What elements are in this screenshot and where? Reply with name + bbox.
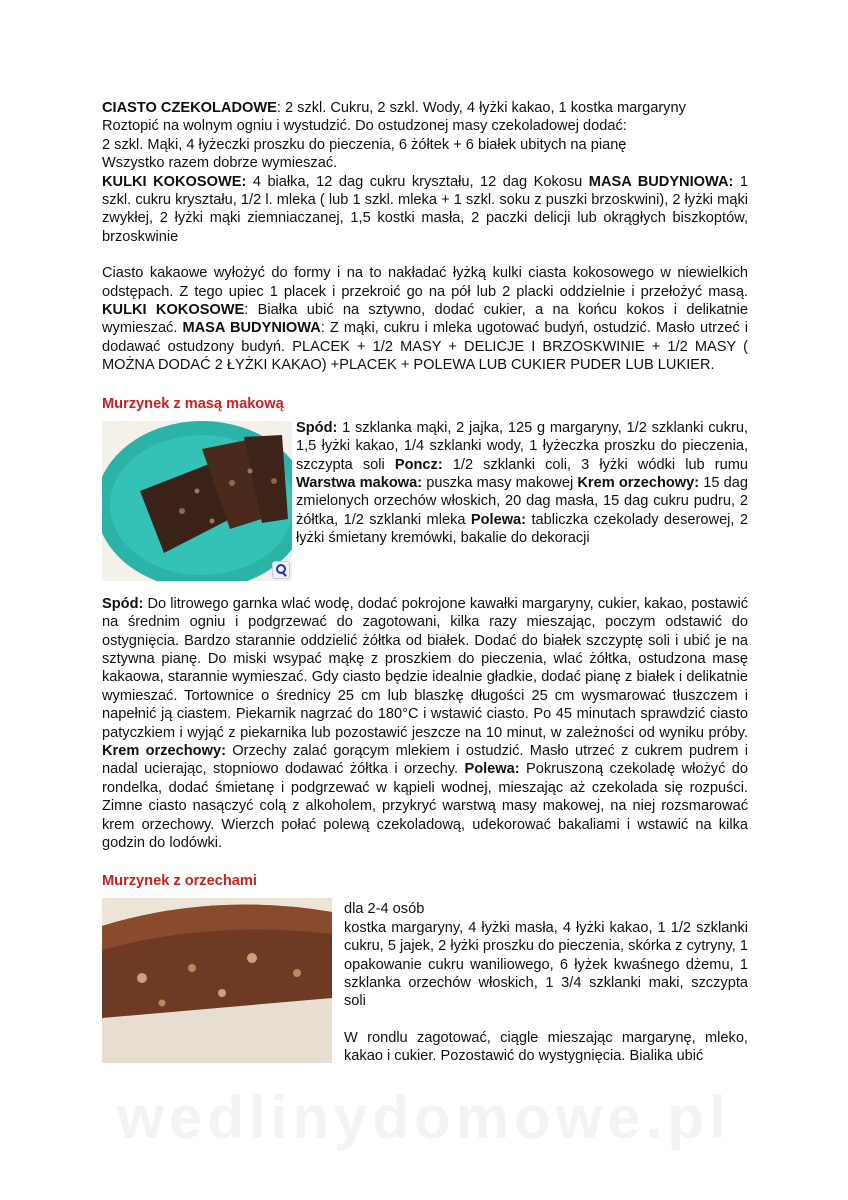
cake-photo-walnut bbox=[102, 898, 332, 1063]
recipe3-ingredients: kostka margaryny, 4 łyżki masła, 4 łyżki kakao, 1 1/2 szklanki cukru, 5 jajek, 2 łyżki proszku do pieczenia, skórka z cytryny, 1 opakowanie cukru waniliowego, 6 łyżek kwaśnego dżemu, 1 szklanka orzechów włoskich, 1 3/4 szklanki maki, szczypta soli bbox=[344, 919, 748, 1010]
recipe-page bbox=[102, 99, 748, 1066]
intro-method: Ciasto kakaowe wyłożyć do formy i na to nakładać łyżką kulki ciasta kokosowego w niewielkich odstępach. Z tego upiec 1 placek i przekroić go na pół lub 2 placki oddzielnie i przełożyć masą. KULKI KOKOSOWE: Białka ubić na sztywno, dodać cukier, a na końcu kokos i delikatnie wymieszać. MASA BUDYNIOWA: Z mąki, cukru i mleka ugotować budyń, ostudzić. Masło utrzeć i dodawać ostudzony budyń. PLACEK + 1/2 MASY + DELICJE I BRZOSKWINIE + 1/2 MASY ( MOŻNA DODAĆ 2 ŁYŻKI KAKAO) +PLACEK + POLEWA LUB CUKIER PUDER LUB LUKIER. bbox=[102, 265, 749, 374]
watermark: wedlinydomowe.pl bbox=[117, 1084, 731, 1151]
intro-line-1: CIASTO CZEKOLADOWE: 2 szkl. Cukru, 2 szkl. Wody, 4 łyżki kakao, 1 kostka margaryny bbox=[102, 100, 686, 116]
intro-line-4: Wszystko razem dobrze wymieszać. bbox=[102, 155, 338, 172]
walnut-cake-illustration bbox=[102, 898, 332, 1063]
cake-slices-illustration bbox=[102, 421, 292, 581]
intro-ingredients: KULKI KOKOSOWE: 4 białka, 12 dag cukru kryształu, 12 dag Kokosu MASA BUDYNIOWA: 1 szkl. cukru kryształu, 1/2 l. mleka ( lub 1 szkl. mleka + 1 szkl. soku z puszki brzoskwini), 2 łyżki mąki zwykłej, 2 łyżki mąki ziemniaczanej, 1,5 kostki masła, 2 paczki delicji lub okrągłych biszkoptów, brzoskwinie bbox=[102, 173, 748, 245]
cake-photo-poppy bbox=[102, 421, 292, 581]
intro-line-3: 2 szkl. Mąki, 4 łyżeczki proszku do pieczenia, 6 żółtek + 6 białek ubitych na pianę bbox=[102, 136, 627, 153]
recipe2-ingredients: Spód: 1 szklanka mąki, 2 jajka, 125 g margaryny, 1/2 szklanki cukru, 1,5 łyżki kakao, 1/4 szklanki wody, 1 łyżeczka proszku do pieczenia, szczypta soli Poncz: 1/2 szklanki coli, 3 łyżki wódki lub rumu Warstwa makowa: puszka masy makowej Krem orzechowy: 15 dag zmielonych orzechów włoskich, 20 dag masła, 15 dag cukru pudru, 2 żółtka, 1/2 szklanki mleka Polewa: tabliczka czekolady deserowej, 2 łyżki śmietany kremówki, bakalie do dekoracji bbox=[296, 419, 749, 547]
recipe-title-murzynek-orzechy: Murzynek z orzechami bbox=[102, 873, 257, 890]
magnifier-icon[interactable] bbox=[272, 561, 290, 579]
recipe-title-murzynek-makowa: Murzynek z masą makową bbox=[102, 395, 284, 412]
intro-line-2: Roztopić na wolnym ogniu i wystudzić. Do ostudzonej masy czekoladowej dodać: bbox=[102, 118, 627, 135]
recipe3-preparation: W rondlu zagotować, ciągle mieszając margarynę, mleko, kakao i cukier. Pozostawić do wystygnięcia. Bialika ubić bbox=[344, 1029, 748, 1065]
recipe3-servings: dla 2-4 osób bbox=[344, 901, 425, 918]
recipe2-preparation: Spód: Do litrowego garnka wlać wodę, dodać pokrojone kawałki margaryny, cukier, kakao, postawić na średnim ogniu i podgrzewać do zagotowani, kilka razy mieszając, poczym odstawić do ostygnięcia. Bardzo starannie oddzielić żółtka od białek. Dodać do białek szczyptę soli i ubić je na sztywna pianę. Do miski wsypać mąkę z proszkiem do pieczenia, wlać żółtka, ostudzona masę kakaowa, starannie wymieszać. Gdy ciasto będzie idealnie gładkie, dodać pianę z białek i delikatnie wymieszać. Tortownice o średnicy 25 cm lub blaszkę długości 25 cm wysmarować tłuszczem i napełnić ją ciastem. Piekarnik nagrzać do 180°C i wstawić ciasto. Po 45 minutach sprawdzić ciasto patyczkiem i wyjąć z piekarnika lub pozostawić jeszcze na 10 minut, w zależności od wyniku próby. Krem orzechowy: Orzechy zalać gorącym mlekiem i ostudzić. Masło utrzeć z cukrem pudrem i nadal ucierając, stopniowo dodawać żółtka i orzechy. Polewa: Pokruszoną czekoladę włożyć do rondelka, dodać śmietanę i podgrzewać w kąpieli wodnej, mieszając aż czekolada się rozpuści. Zimne ciasto nasączyć colą z alkoholem, przykryć warstwą masy makowej, na niej rozsmarować krem orzechowy. Wierzch połać polewą czekoladową, udekorować bakaliami i wstawić na kilka godzin do lodówki. bbox=[102, 595, 748, 851]
